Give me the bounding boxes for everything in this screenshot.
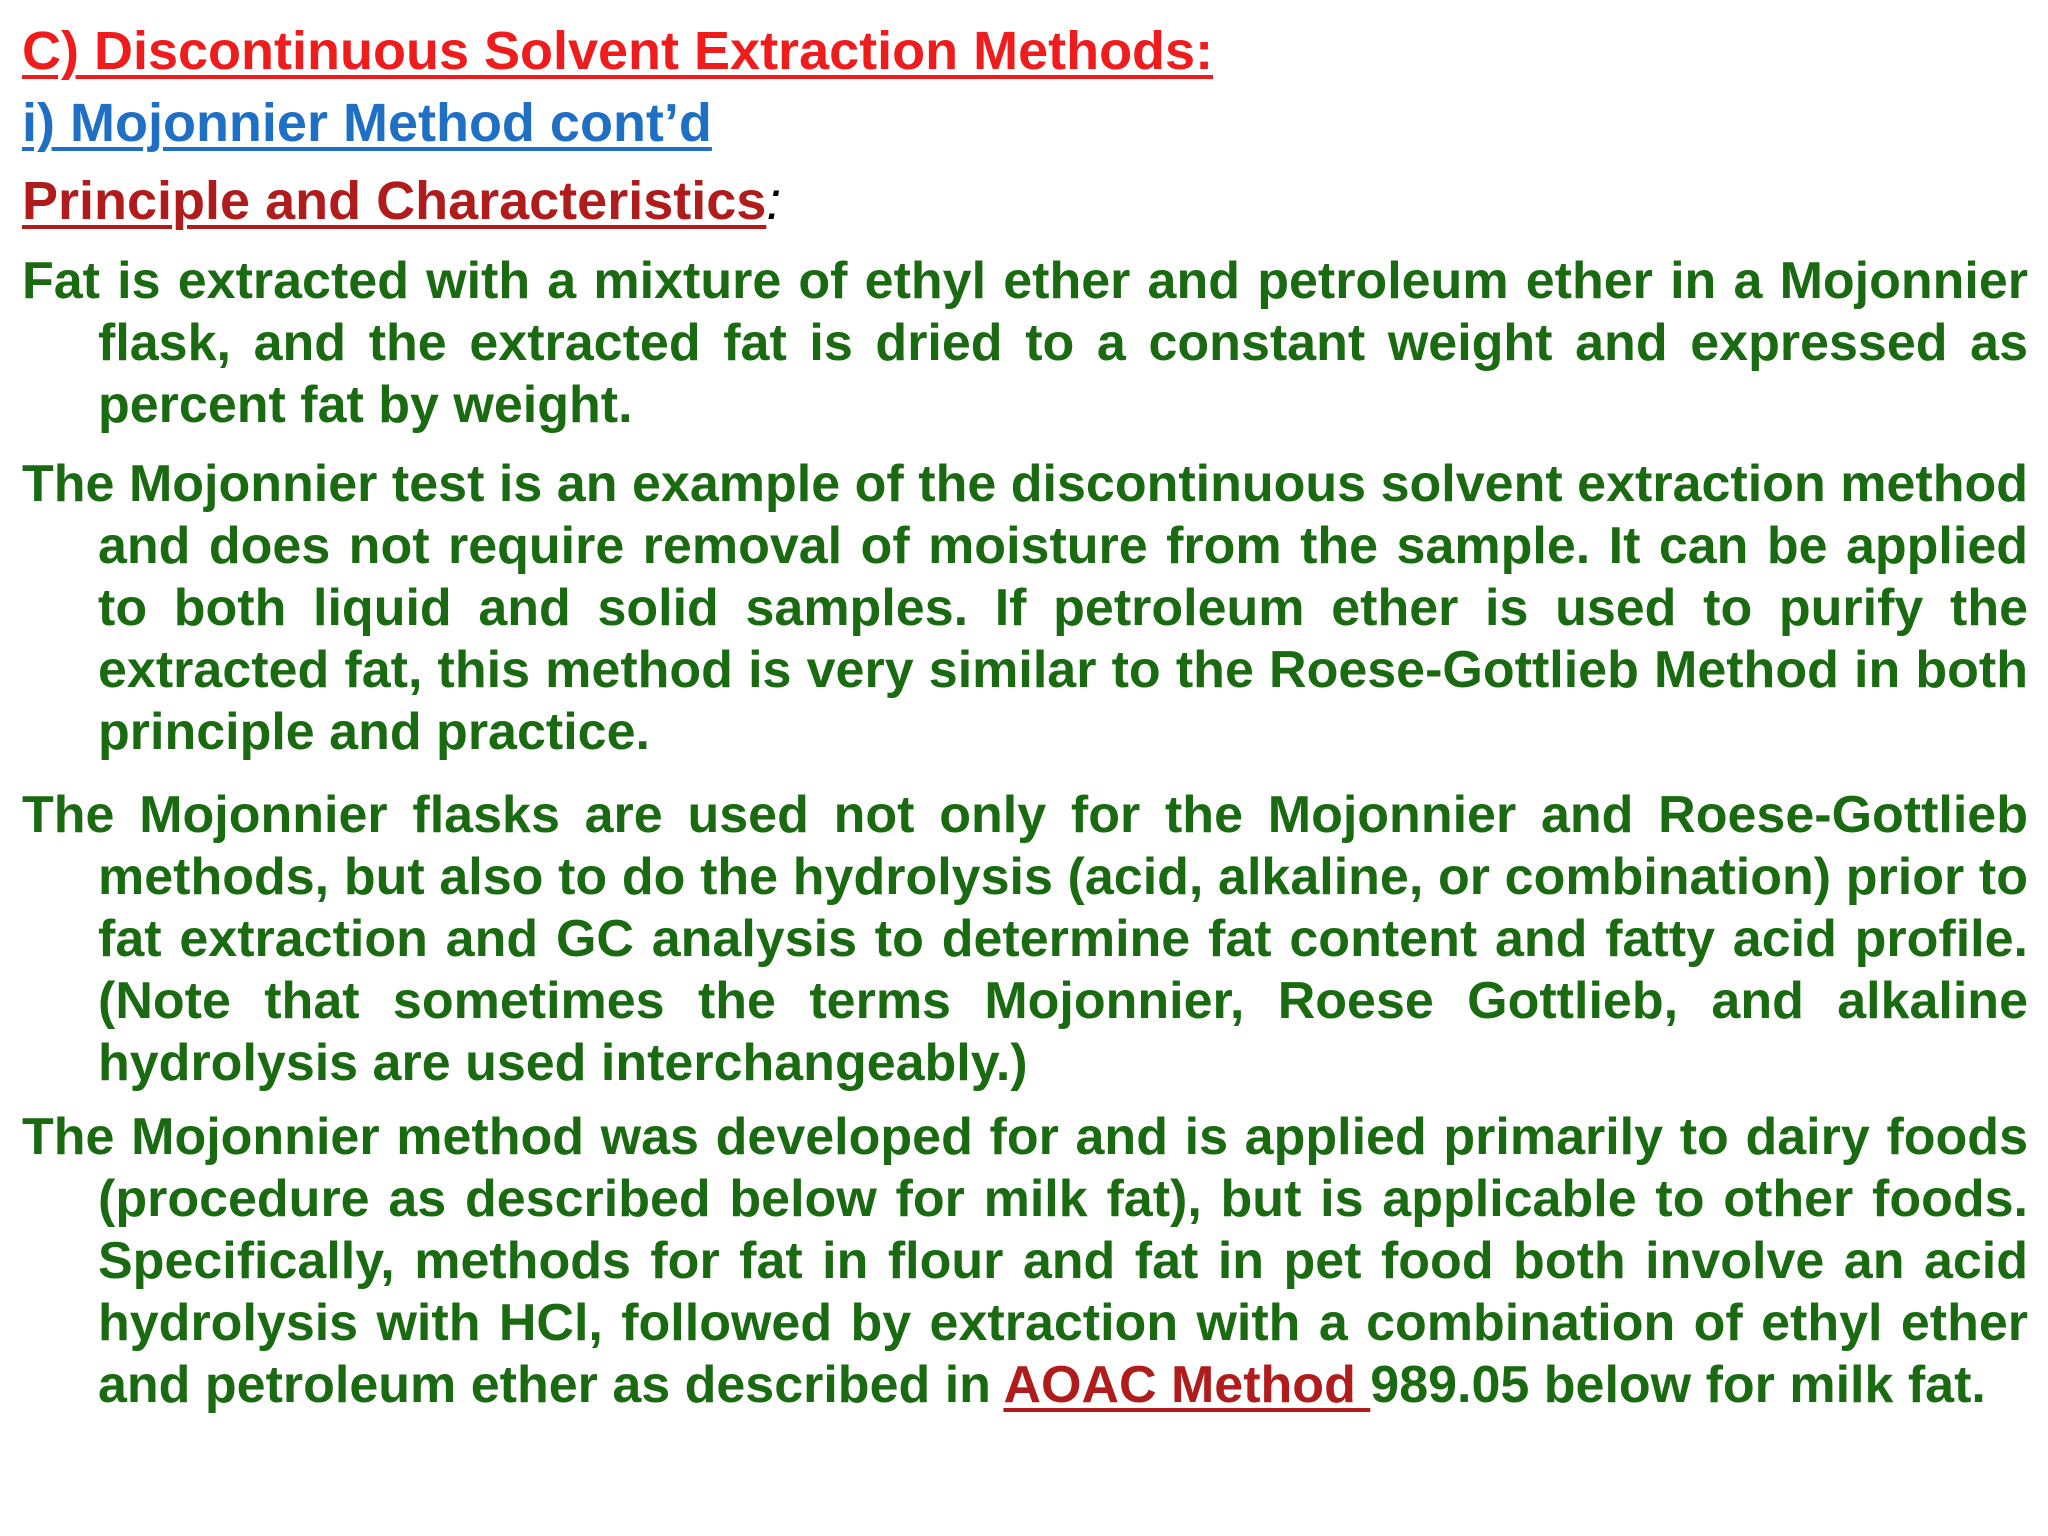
paragraph-mojonnier-test: The Mojonnier test is an example of the discontinuous solvent extraction method and does not require removal of moisture from the sample. It can be applied to both liquid and solid samples. If petroleum ether is used to purify the extracted fat, this method is very similar to the Roese-Gottlieb Method in both principle and practice.	[22, 455, 2028, 761]
paragraph-application-text: The Mojonnier method was developed for and is applied primarily to dairy foods (procedure as described below for milk fat), but is applicable to other foods. Specifically, methods for fat in flour and fat in pet food both involve an acid hydrolysis with HCl, followed by extraction with a combination of ethyl ether and petroleum ether as described in	[22, 1108, 2028, 1414]
principle-heading-colon: :	[766, 171, 782, 231]
principle-heading	[22, 170, 781, 232]
principle-heading-text: Principle and Characteristics	[22, 171, 767, 231]
paragraph-extraction-summary: Fat is extracted with a mixture of ethyl ether and petroleum ether in a Mojonnier flask, and the extracted fat is dried to a constant weight and expressed as percent fat by weight.	[22, 252, 2028, 434]
aoac-method-link[interactable]: AOAC Method	[1003, 1356, 1371, 1414]
paragraph-method-application	[22, 1106, 2028, 1416]
paragraph-mojonnier-flasks: The Mojonnier flasks are used not only for the Mojonnier and Roese-Gottlieb methods, but also to do the hydrolysis (acid, alkaline, or combination) prior to fat extraction and GC analysis to determine fat content and fatty acid profile. (Note that sometimes the terms Mojonnier, Roese Gottlieb, and alkaline hydrolysis are used interchangeably.)	[22, 786, 2028, 1092]
slide-subtitle: i) Mojonnier Method cont’d	[22, 93, 712, 153]
paragraph-application-tail: 989.05 below for milk fat.	[1370, 1356, 1986, 1414]
slide-title: C) Discontinuous Solvent Extraction Methods:	[22, 21, 1214, 81]
